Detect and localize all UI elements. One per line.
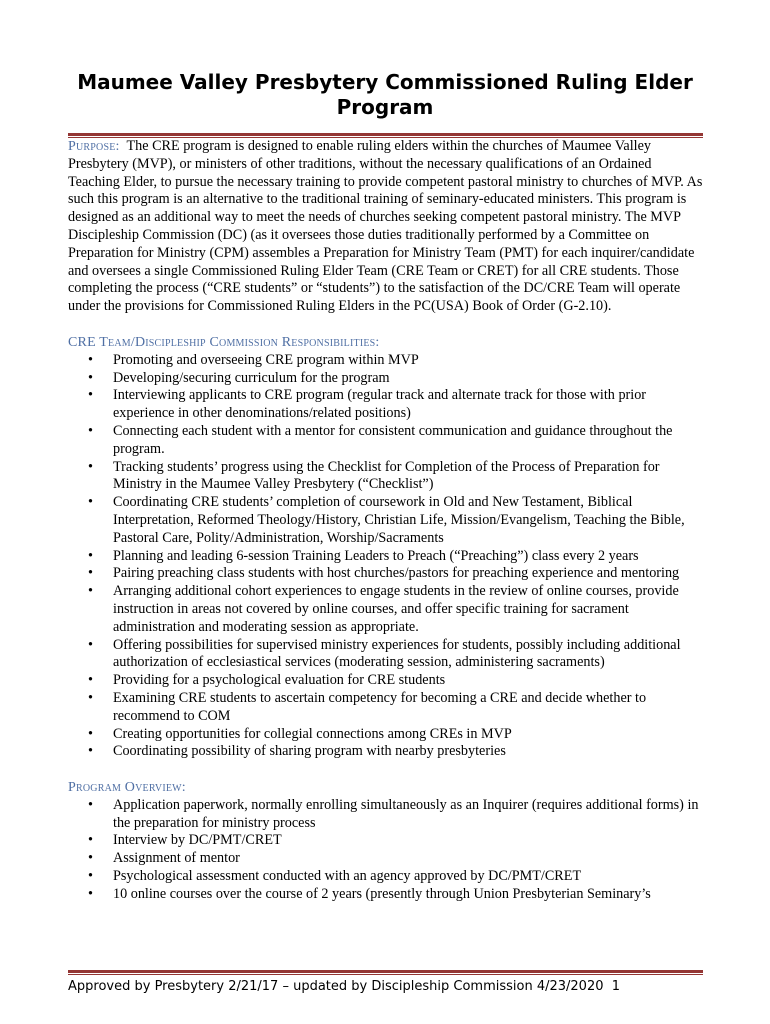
footer-text: Approved by Presbytery 2/21/17 – updated by Discipleship Commission 4/23/2020 xyxy=(68,979,604,994)
list-item: • Interviewing applicants to CRE program (regular track and alternate track for those with prior experience in other denominations/related positions) xyxy=(88,387,647,422)
list-item: • Coordinating possibility of sharing program with nearby presbyteries xyxy=(88,743,506,760)
bullet: • xyxy=(88,583,93,600)
responsibilities-heading: CRE Team/Discipleship Commission Responsibilities: xyxy=(68,334,380,350)
list-item: • 10 online courses over the course of 2 years (presently through Union Presbyterian Seminary’s xyxy=(88,885,651,902)
footer-rule xyxy=(68,970,703,973)
bullet: • xyxy=(88,547,93,564)
list-item: • Examining CRE students to ascertain competency for becoming a CRE and decide whether to recommend to COM xyxy=(88,689,647,724)
bullet: • xyxy=(88,458,93,475)
list-item: • Connecting each student with a mentor for consistent communication and guidance throughout the program. xyxy=(88,422,673,457)
bullet: • xyxy=(88,743,93,760)
list-item: • Psychological assessment conducted with an agency approved by DC/PMT/CRET xyxy=(88,868,582,885)
list-item: • Tracking students’ progress using the Checklist for Completion of the Process of Preparation for Ministry in the Maumee Valley Presbytery (“Checklist”) xyxy=(88,458,660,493)
list-item: • Developing/securing curriculum for the program xyxy=(88,369,390,386)
list-item: • Arranging additional cohort experiences to engage students in the review of online courses, provide instruction in areas not covered by online courses, and offer specific training for sacrament administration and moderating session as appropriate. xyxy=(88,583,679,635)
bullet: • xyxy=(88,725,93,742)
overview-heading: Program Overview: xyxy=(68,780,186,796)
page-number: 1 xyxy=(611,979,621,994)
overview-list xyxy=(68,797,704,904)
bullet: • xyxy=(88,689,93,706)
header-rule xyxy=(68,133,703,136)
list-item: • Planning and leading 6-session Training Leaders to Preach (“Preaching”) class every 2 years xyxy=(88,547,639,564)
list-item: • Offering possibilities for supervised ministry experiences for students, possibly including additional authorization of ecclesiastical services (moderating session, administering sacraments) xyxy=(88,636,681,671)
bullet: • xyxy=(88,832,93,849)
bullet: • xyxy=(88,387,93,404)
list-item: • Application paperwork, normally enrolling simultaneously as an Inquirer (requires additional forms) in the preparation for ministry process xyxy=(88,796,699,831)
bullet: • xyxy=(88,369,93,386)
purpose-heading: Purpose: xyxy=(68,139,120,154)
bullet: • xyxy=(88,885,93,902)
list-item: • Creating opportunities for collegial connections among CREs in MVP xyxy=(88,725,512,742)
bullet: • xyxy=(88,850,93,867)
bullet: • xyxy=(88,494,93,511)
purpose-paragraph xyxy=(68,138,704,316)
bullet: • xyxy=(88,636,93,653)
bullet: • xyxy=(88,422,93,439)
bullet: • xyxy=(88,672,93,689)
bullet: • xyxy=(88,796,93,813)
responsibilities-list xyxy=(68,352,704,761)
document-title: Maumee Valley Presbytery Commissioned Ruling Elder Program xyxy=(77,70,693,119)
document-body xyxy=(68,138,704,904)
page-footer xyxy=(68,979,708,994)
bullet: • xyxy=(88,351,93,368)
bullet: • xyxy=(88,868,93,885)
list-item: • Providing for a psychological evaluation for CRE students xyxy=(88,672,446,689)
list-item: • Interview by DC/PMT/CRET xyxy=(88,832,282,849)
purpose-text: The CRE program is designed to enable ruling elders within the churches of Maumee Valley Presbytery (MVP), or ministers of other traditions, without the necessary qualifications of an Ordained Teaching Elder, to pursue the necessary training to provide competent pastoral ministry to churches of MVP. As such this program is an alternative to the traditional training of seminary-educated ministers. This program is designed as an additional way to meet the needs of churches seeking competent pastoral ministry. The MVP Discipleship Commission (DC) (as it oversees those duties traditionally performed by a Committee on Preparation for Ministry (CPM) assembles a Preparation for Ministry Team (PMT) for each inquirer/candidate and oversees a single Commissioned Ruling Elder Team (CRE Team or CRET) for all CRE students. Those completing the process (“CRE students” or “students”) to the satisfaction of the DC/CRE Team will operate under the provisions for Commissioned Ruling Elders in the PC(USA) Book of Order (G-2.10). xyxy=(68,138,703,315)
bullet: • xyxy=(88,565,93,582)
list-item: • Coordinating CRE students’ completion of coursework in Old and New Testament, Biblical Interpretation, Reformed Theology/History, Christian Life, Mission/Evangelism, Teaching the Bible, Pastoral Care, Polity/Administration, Worship/Sacraments xyxy=(88,494,685,546)
list-item: • Pairing preaching class students with host churches/pastors for preaching experience and mentoring xyxy=(88,565,680,582)
list-item: • Promoting and overseeing CRE program within MVP xyxy=(88,351,419,368)
footer-rule-thin xyxy=(68,974,703,975)
list-item: • Assignment of mentor xyxy=(88,850,240,867)
